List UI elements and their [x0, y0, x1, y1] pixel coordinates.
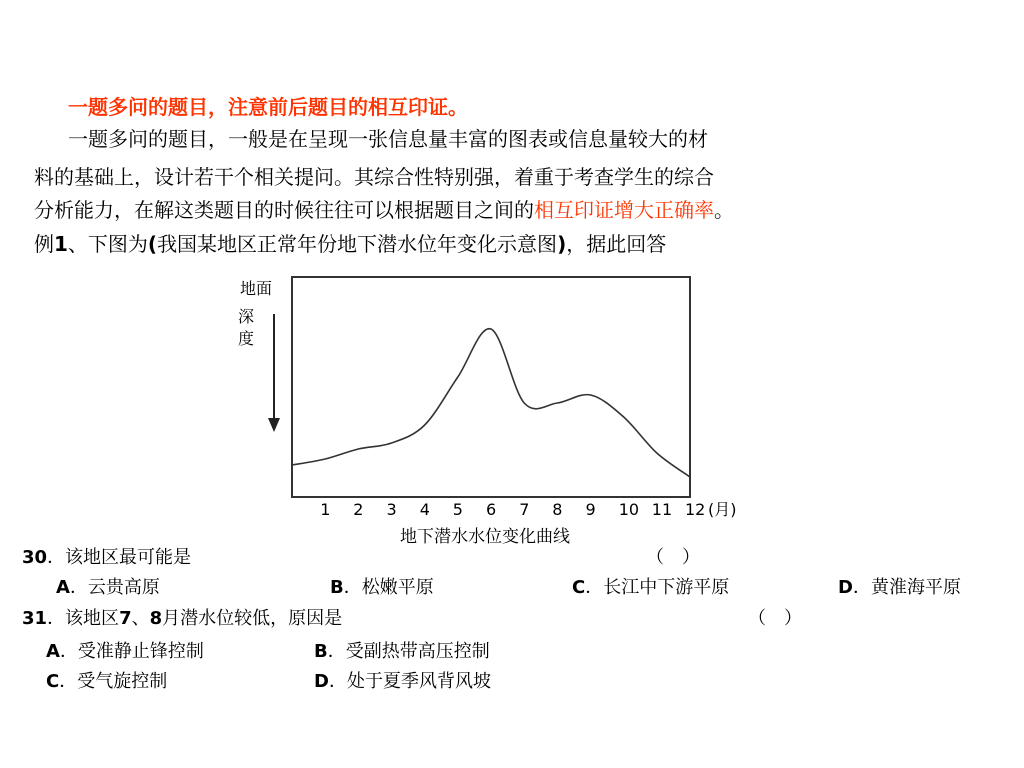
section-heading: 一题多问的题目，注意前后题目的相互印证。	[68, 95, 468, 119]
x-tick-label: 4	[419, 500, 430, 519]
example-paren-close: )	[557, 232, 567, 256]
x-tick-label: 3	[386, 500, 397, 519]
water-level-line	[292, 329, 690, 477]
option-text: ．受副热带高压控制	[327, 641, 490, 662]
option-text: ．受气旋控制	[59, 671, 168, 692]
example-mid: 、下图为	[67, 232, 148, 256]
q31-option-b[interactable]	[314, 640, 490, 664]
x-tick-label: 7	[519, 500, 530, 519]
plot-frame	[292, 277, 690, 497]
question-stem-c: 、	[131, 608, 150, 629]
example-paren-open: (	[147, 232, 158, 256]
option-letter: B	[330, 577, 344, 598]
paragraph-line-3-text: 分析能力，在解这类题目的时候往往可以根据题目之间的	[34, 198, 534, 222]
option-letter: B	[314, 641, 328, 662]
q31-option-a[interactable]	[46, 640, 204, 664]
y-axis-label: 深度	[238, 307, 255, 348]
question-30	[22, 546, 191, 570]
x-tick-label: 8	[552, 500, 563, 519]
question-31-bracket: （ ）	[748, 608, 802, 629]
paragraph-line-1: 一题多问的题目，一般是在呈现一张信息量丰富的图表或信息量较大的材	[68, 127, 708, 151]
option-letter: C	[572, 577, 586, 598]
q30-option-d[interactable]	[838, 576, 961, 600]
chart-title: 地下潜水水位变化曲线	[400, 527, 570, 547]
question-stem-a: ．该地区	[47, 608, 120, 629]
q30-option-c[interactable]	[572, 576, 729, 600]
option-letter: A	[46, 641, 60, 662]
question-number: 30	[22, 547, 48, 568]
x-axis-unit-label: (月)	[708, 500, 737, 519]
example-number: 1	[54, 232, 68, 256]
paragraph-line-3	[34, 196, 734, 224]
option-text: ．长江中下游平原	[585, 577, 730, 598]
question-31	[22, 607, 342, 631]
x-tick-label: 10	[618, 500, 640, 519]
x-tick-label: 5	[452, 500, 463, 519]
example-prefix: 例	[34, 232, 54, 256]
example-suffix: ，据此回答	[566, 232, 667, 256]
q31-option-d[interactable]	[314, 670, 491, 694]
option-text: ．松嫩平原	[343, 577, 434, 598]
example-line	[34, 230, 666, 258]
x-tick-label: 6	[486, 500, 497, 519]
question-stem-d: 8	[149, 608, 163, 629]
option-letter: D	[838, 577, 853, 598]
groundwater-chart	[230, 272, 770, 552]
example-title: 我国某地区正常年份地下潜水位年变化示意图	[157, 232, 558, 256]
q30-option-b[interactable]	[330, 576, 434, 600]
question-30-bracket: （ ）	[646, 547, 700, 568]
question-stem-e: 月潜水位较低，原因是	[162, 608, 343, 629]
highlight-text: 相互印证增大正确率	[534, 198, 714, 222]
question-stem-b: 7	[119, 608, 132, 629]
option-text: ．处于夏季风背风坡	[328, 671, 491, 692]
x-tick-label: 2	[353, 500, 364, 519]
paragraph-line-2: 料的基础上，设计若干个相关提问。其综合性特别强，着重于考查学生的综合	[34, 165, 714, 189]
question-stem: ．该地区最可能是	[47, 547, 192, 568]
x-tick-label: 12	[685, 500, 706, 519]
option-letter: A	[56, 577, 70, 598]
y-axis-top-label: 地面	[240, 279, 273, 298]
x-tick-label: 9	[585, 500, 596, 519]
x-tick-label: 11	[651, 500, 673, 519]
option-letter: C	[46, 671, 60, 692]
question-number: 31	[22, 608, 48, 629]
x-tick-labels	[320, 500, 705, 519]
option-letter: D	[314, 671, 329, 692]
option-text: ．黄淮海平原	[852, 577, 961, 598]
x-tick-label: 1	[320, 500, 331, 519]
depth-arrow-head	[268, 418, 280, 432]
q31-option-c[interactable]	[46, 670, 167, 694]
option-text: ．受准静止锋控制	[59, 641, 204, 662]
series-layer	[292, 329, 690, 477]
paragraph-line-3-end: 。	[714, 198, 734, 222]
q30-option-a[interactable]	[56, 576, 160, 600]
option-text: ．云贵高原	[69, 577, 160, 598]
